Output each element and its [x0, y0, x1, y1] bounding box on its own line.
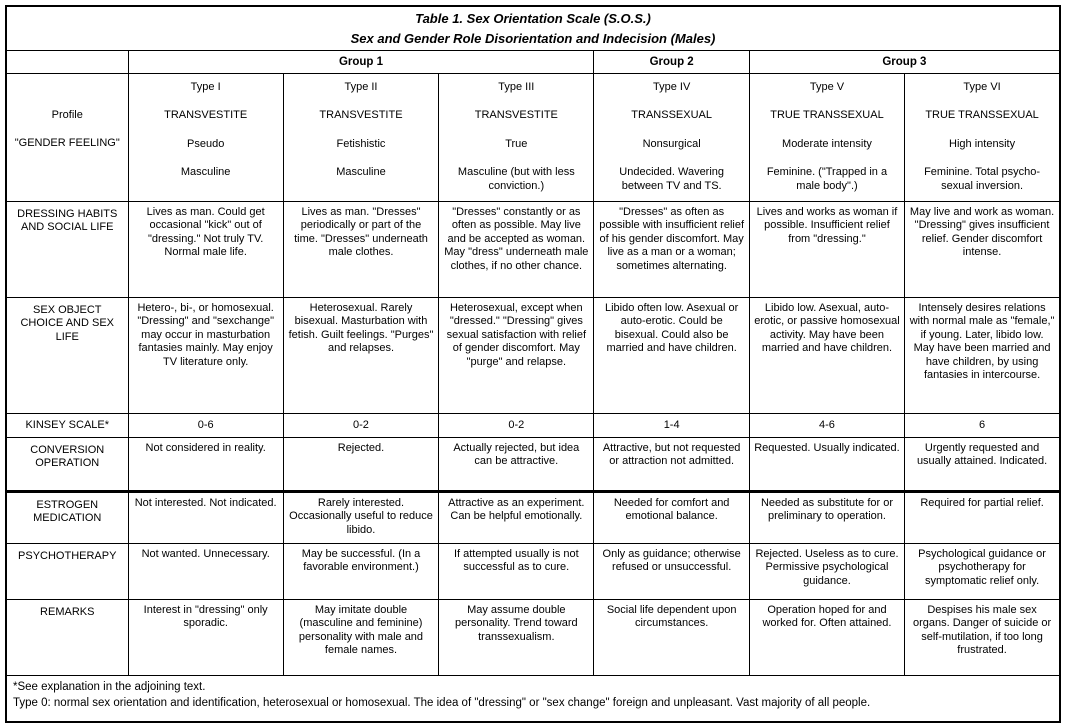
estrogen-type-1-cell: Not interested. Not indicated.: [128, 492, 283, 544]
sex-orientation-scale-table: [5, 5, 1061, 723]
footnotes: [6, 676, 1060, 722]
kinsey-type-1-cell: 0-6: [128, 414, 283, 438]
kinsey-type-5-cell: 4-6: [749, 414, 904, 438]
estrogen-type-4-cell: Needed for comfort and emotional balance.: [594, 492, 749, 544]
psycho-type-6-cell: Psychological guidance or psychotherapy for symptomatic relief only.: [905, 544, 1060, 600]
kinsey-type-3-cell: 0-2: [439, 414, 594, 438]
table-title-line2: Sex and Gender Role Disorientation and Indecision (Males): [350, 30, 716, 46]
profile-label: Profile: [51, 109, 83, 122]
kinsey-type-2-cell: 0-2: [283, 414, 438, 438]
sexobj-type-3-cell: Heterosexual, except when "dressed." "Dressing" gives sexual satisfaction with relief of gender discomfort. May "purge" and relapse.: [439, 298, 594, 414]
psycho-type-1-cell: Not wanted. Unnecessary.: [128, 544, 283, 600]
type-subtype: True: [505, 137, 528, 150]
row-label-estrogen-medication: ESTROGEN MEDICATION: [6, 492, 128, 544]
type-gender-feeling: Masculine: [336, 166, 386, 179]
type-gender-feeling: Masculine (but with less conviction.): [457, 166, 575, 192]
remarks-type-3-cell: May assume double personality. Trend toward transsexualism.: [439, 600, 594, 676]
type-2-profile-cell: [283, 74, 438, 202]
row-label-psychotherapy: PSYCHOTHERAPY: [6, 544, 128, 600]
row-label-conversion-operation: CONVERSION OPERATION: [6, 438, 128, 492]
table-title-line1: Table 1. Sex Orientation Scale (S.O.S.): [415, 11, 651, 26]
psycho-type-5-cell: Rejected. Useless as to cure. Permissive psychological guidance.: [749, 544, 904, 600]
remarks-type-6-cell: Despises his male sex organs. Danger of suicide or self-mutilation, if too long frustrated.: [905, 600, 1060, 676]
conversion-type-3-cell: Actually rejected, but idea can be attractive.: [439, 438, 594, 492]
conversion-type-1-cell: Not considered in reality.: [128, 438, 283, 492]
dressing-type-1-cell: Lives as man. Could get occasional "kick" out of "dressing." Not truly TV. Normal male life.: [128, 202, 283, 298]
footnote-asterisk: *See explanation in the adjoining text.: [13, 681, 206, 694]
remarks-type-1-cell: Interest in "dressing" only sporadic.: [128, 600, 283, 676]
group-3-header: Group 3: [749, 51, 1060, 74]
type-category: TRUE TRANSSEXUAL: [770, 109, 884, 122]
dressing-type-6-cell: May live and work as woman. "Dressing" gives insufficient relief. Gender discomfort intense.: [905, 202, 1060, 298]
type-gender-feeling: Masculine: [180, 166, 231, 179]
type-name: Type III: [498, 81, 535, 94]
type-name: Type IV: [653, 81, 691, 94]
psycho-type-3-cell: If attempted usually is not successful as to cure.: [439, 544, 594, 600]
remarks-type-2-cell: May imitate double (masculine and feminine) personality with male and female names.: [283, 600, 438, 676]
psycho-type-4-cell: Only as guidance; otherwise refused or unsuccessful.: [594, 544, 749, 600]
type-4-profile-cell: [594, 74, 749, 202]
sexobj-type-4-cell: Libido often low. Asexual or auto-erotic. Could be bisexual. Could also be married and have children.: [594, 298, 749, 414]
type-6-profile-cell: [905, 74, 1060, 202]
type-gender-feeling: Undecided. Wavering between TV and TS.: [619, 166, 725, 192]
type-subtype: Moderate intensity: [782, 137, 872, 150]
sexobj-type-2-cell: Heterosexual. Rarely bisexual. Masturbation with fetish. Guilt feelings. "Purges" and relapses.: [283, 298, 438, 414]
group-1-header: Group 1: [128, 51, 594, 74]
corner-cell: [6, 51, 128, 74]
dressing-type-5-cell: Lives and works as woman if possible. Insufficient relief from "dressing.": [749, 202, 904, 298]
remarks-type-4-cell: Social life dependent upon circumstances.: [594, 600, 749, 676]
type-3-profile-cell: [439, 74, 594, 202]
remarks-type-5-cell: Operation hoped for and worked for. Often attained.: [749, 600, 904, 676]
row-label-sex-object: SEX OBJECT CHOICE AND SEX LIFE: [6, 298, 128, 414]
sexobj-type-1-cell: Hetero-, bi-, or homosexual. "Dressing" and "sexchange" may occur in masturbation fantasies mainly. May enjoy TV literature only.: [128, 298, 283, 414]
estrogen-type-6-cell: Required for partial relief.: [905, 492, 1060, 544]
type-name: Type VI: [963, 81, 1001, 94]
group-2-header: Group 2: [594, 51, 749, 74]
type-gender-feeling: Feminine. Total psycho-sexual inversion.: [924, 166, 1041, 192]
row-label-kinsey-scale: KINSEY SCALE*: [6, 414, 128, 438]
type-name: Type I: [190, 81, 221, 94]
type-subtype: Fetishistic: [336, 137, 386, 150]
type-category: TRUE TRANSSEXUAL: [925, 109, 1039, 122]
gender-feeling-label: "GENDER FEELING": [14, 137, 120, 150]
psycho-type-2-cell: May be successful. (In a favorable environment.): [283, 544, 438, 600]
table-title: [6, 6, 1060, 51]
type-subtype: Pseudo: [187, 137, 225, 150]
sexobj-type-6-cell: Intensely desires relations with normal male as "female," if young. Later, libido low. May have been married and have children, by using fantasies in intercourse.: [905, 298, 1060, 414]
sexobj-type-5-cell: Libido low. Asexual, auto-erotic, or passive homosexual activity. May have been married and have children.: [749, 298, 904, 414]
estrogen-type-2-cell: Rarely interested. Occasionally useful to reduce libido.: [283, 492, 438, 544]
type-category: TRANSVESTITE: [319, 109, 403, 122]
conversion-type-5-cell: Requested. Usually indicated.: [749, 438, 904, 492]
footnote-type-0: Type 0: normal sex orientation and identification, heterosexual or homosexual. The idea of "dressing" or "sex change" foreign and unpleasant. Vast majority of all people.: [13, 696, 871, 709]
conversion-type-6-cell: Urgently requested and usually attained. Indicated.: [905, 438, 1060, 492]
row-label-dressing-habits: DRESSING HABITS AND SOCIAL LIFE: [6, 202, 128, 298]
kinsey-type-4-cell: 1-4: [594, 414, 749, 438]
profile-row-label: [6, 74, 128, 202]
type-category: TRANSVESTITE: [164, 109, 248, 122]
dressing-type-2-cell: Lives as man. "Dresses" periodically or part of the time. "Dresses" underneath male clothes.: [283, 202, 438, 298]
type-1-profile-cell: [128, 74, 283, 202]
dressing-type-4-cell: "Dresses" as often as possible with insufficient relief of his gender discomfort. May live as a man or a woman; sometimes alternating.: [594, 202, 749, 298]
type-subtype: Nonsurgical: [642, 137, 701, 150]
estrogen-type-3-cell: Attractive as an experiment. Can be helpful emotionally.: [439, 492, 594, 544]
type-name: Type II: [344, 81, 378, 94]
dressing-type-3-cell: "Dresses" constantly or as often as possible. May live and be accepted as woman. May "dress" underneath male clothes, if no other chance.: [439, 202, 594, 298]
kinsey-type-6-cell: 6: [905, 414, 1060, 438]
conversion-type-2-cell: Rejected.: [283, 438, 438, 492]
type-name: Type V: [809, 81, 845, 94]
estrogen-type-5-cell: Needed as substitute for or preliminary to operation.: [749, 492, 904, 544]
type-5-profile-cell: [749, 74, 904, 202]
type-category: TRANSSEXUAL: [631, 109, 712, 122]
type-gender-feeling: Feminine. ("Trapped in a male body".): [766, 166, 888, 192]
conversion-type-4-cell: Attractive, but not requested or attraction not admitted.: [594, 438, 749, 492]
row-label-remarks: REMARKS: [6, 600, 128, 676]
type-category: TRANSVESTITE: [474, 109, 558, 122]
type-subtype: High intensity: [949, 137, 1016, 150]
